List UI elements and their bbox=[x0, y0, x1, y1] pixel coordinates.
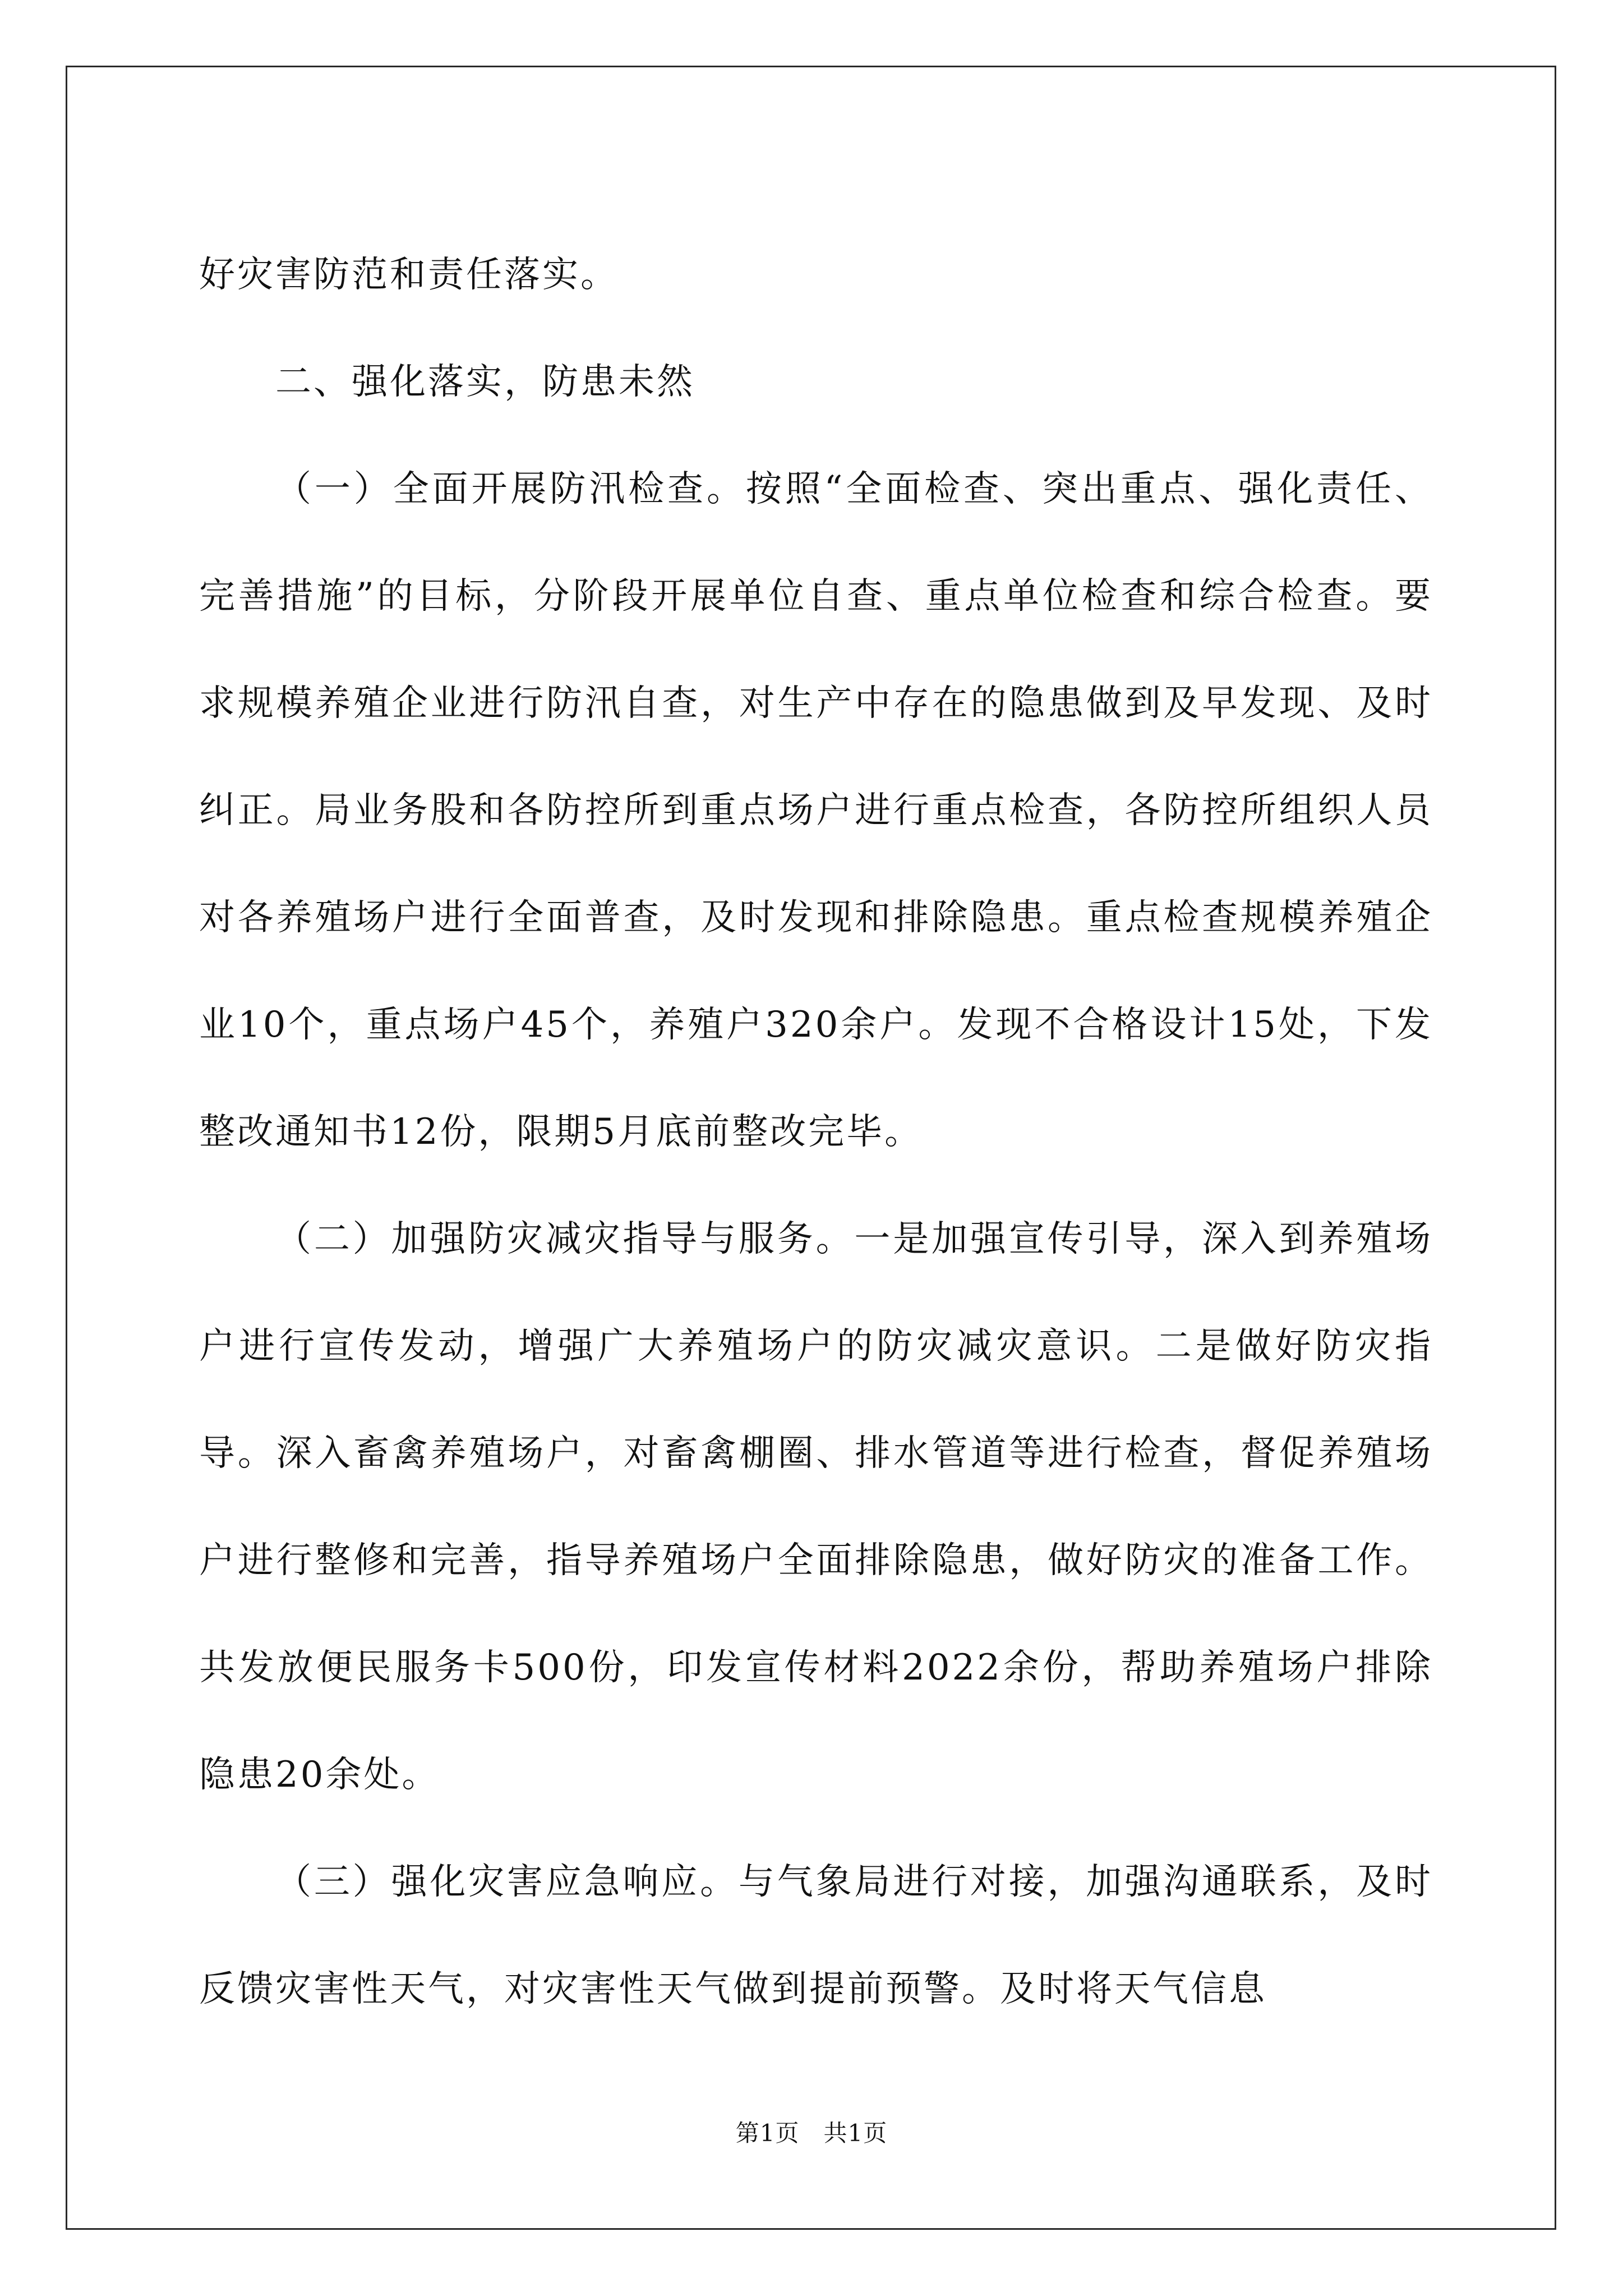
paragraph-disaster-guidance: （二）加强防灾减灾指导与服务。一是加强宣传引导，深入到养殖场户进行宣传发动，增强广大养殖场户的防灾减灾意识。二是做好防灾指导。深入畜禽养殖场户，对畜禽棚圈、排水管道等进行检查，督促养殖场户进行整修和完善，指导养殖场户全面排除隐患，做好防灾的准备工作。共发放便民服务卡500份，印发宣传材料2022余份，帮助养殖场户排除隐患20余处。 bbox=[199, 1218, 1433, 1796]
section-heading: 二、强化落实，防患未然 bbox=[275, 361, 695, 403]
paragraph-emergency-response: （三）强化灾害应急响应。与气象局进行对接，加强沟通联系，及时反馈灾害性天气，对灾害性天气做到提前预警。及时将天气信息 bbox=[199, 1861, 1433, 2010]
document-body bbox=[199, 222, 1433, 2043]
paragraph-flood-inspection: （一）全面开展防汛检查。按照“全面检查、突出重点、强化责任、完善措施”的目标，分阶段开展单位自查、重点单位检查和综合检查。要求规模养殖企业进行防汛自查，对生产中存在的隐患做到及早发现、及时纠正。局业务股和各防控所到重点场户进行重点检查，各防控所组织人员对各养殖场户进行全面普查，及时发现和排除隐患。重点检查规模养殖企业10个，重点场户45个，养殖户320余户。发现不合格设计15处，下发整改通知书12份，限期5月底前整改完毕。 bbox=[199, 468, 1433, 1153]
paragraph-continuation: 好灾害防范和责任落实。 bbox=[199, 254, 619, 296]
page-number-footer: 第1页 共1页 bbox=[735, 2119, 888, 2147]
